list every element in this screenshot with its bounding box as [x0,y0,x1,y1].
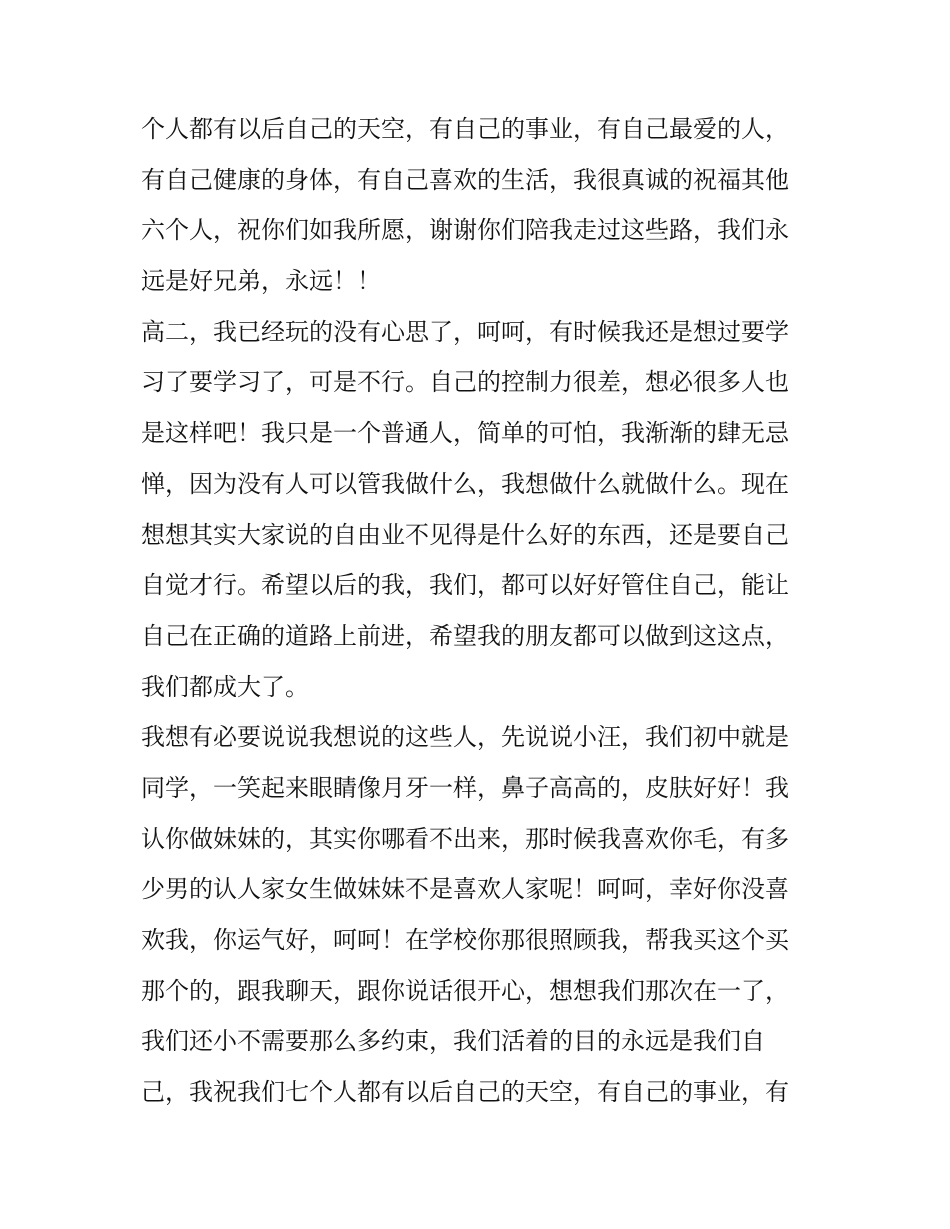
text-line-6: 习了要学习了，可是不行。自己的控制力很差，想必很多人也 [141,368,789,397]
text-line-11: 自己在正确的道路上前进，希望我的朋友都可以做到这这点， [141,621,789,650]
text-line-20: 己，我祝我们七个人都有以后自己的天空，有自己的事业，有 [141,1078,789,1107]
text-line-3: 六个人，祝你们如我所愿，谢谢你们陪我走过这些路，我们永 [141,216,789,245]
text-line-1: 个人都有以后自己的天空，有自己的事业，有自己最爱的人， [141,115,789,143]
body-text [141,104,821,1118]
text-line-14: 同学，一笑起来眼睛像月牙一样，鼻子高高的，皮肤好好！我 [141,773,789,802]
text-line-5: 高二，我已经玩的没有心思了，呵呵，有时候我还是想过要学 [141,317,789,346]
text-line-10: 自觉才行。希望以后的我，我们，都可以好好管住自己，能让 [141,571,789,600]
text-line-4: 远是好兄弟，永远！！ [141,267,381,296]
text-line-17: 欢我，你运气好，呵呵！在学校你那很照顾我，帮我买这个买 [141,926,789,954]
text-line-13: 我想有必要说说我想说的这些人，先说说小汪，我们初中就是 [141,723,789,752]
text-line-7: 是这样吧！我只是一个普通人，简单的可怕，我渐渐的肆无忌 [141,419,789,448]
text-line-9: 想想其实大家说的自由业不见得是什么好的东西，还是要自己 [141,520,789,549]
text-line-16: 少男的认人家女生做妹妹不是喜欢人家呢！呵呵，幸好你没喜 [141,875,789,904]
text-line-15: 认你做妹妹的，其实你哪看不出来，那时候我喜欢你毛，有多 [141,824,789,853]
text-line-18: 那个的，跟我聊天，跟你说话很开心，想想我们那次在一了， [141,976,789,1005]
text-line-2: 有自己健康的身体，有自己喜欢的生活，我很真诚的祝福其他 [141,165,789,194]
text-line-19: 我们还小不需要那么多约束，我们活着的目的永远是我们自 [141,1027,765,1056]
text-line-8: 惮，因为没有人可以管我做什么，我想做什么就做什么。现在 [141,469,789,498]
text-line-12: 我们都成大了。 [141,672,309,701]
